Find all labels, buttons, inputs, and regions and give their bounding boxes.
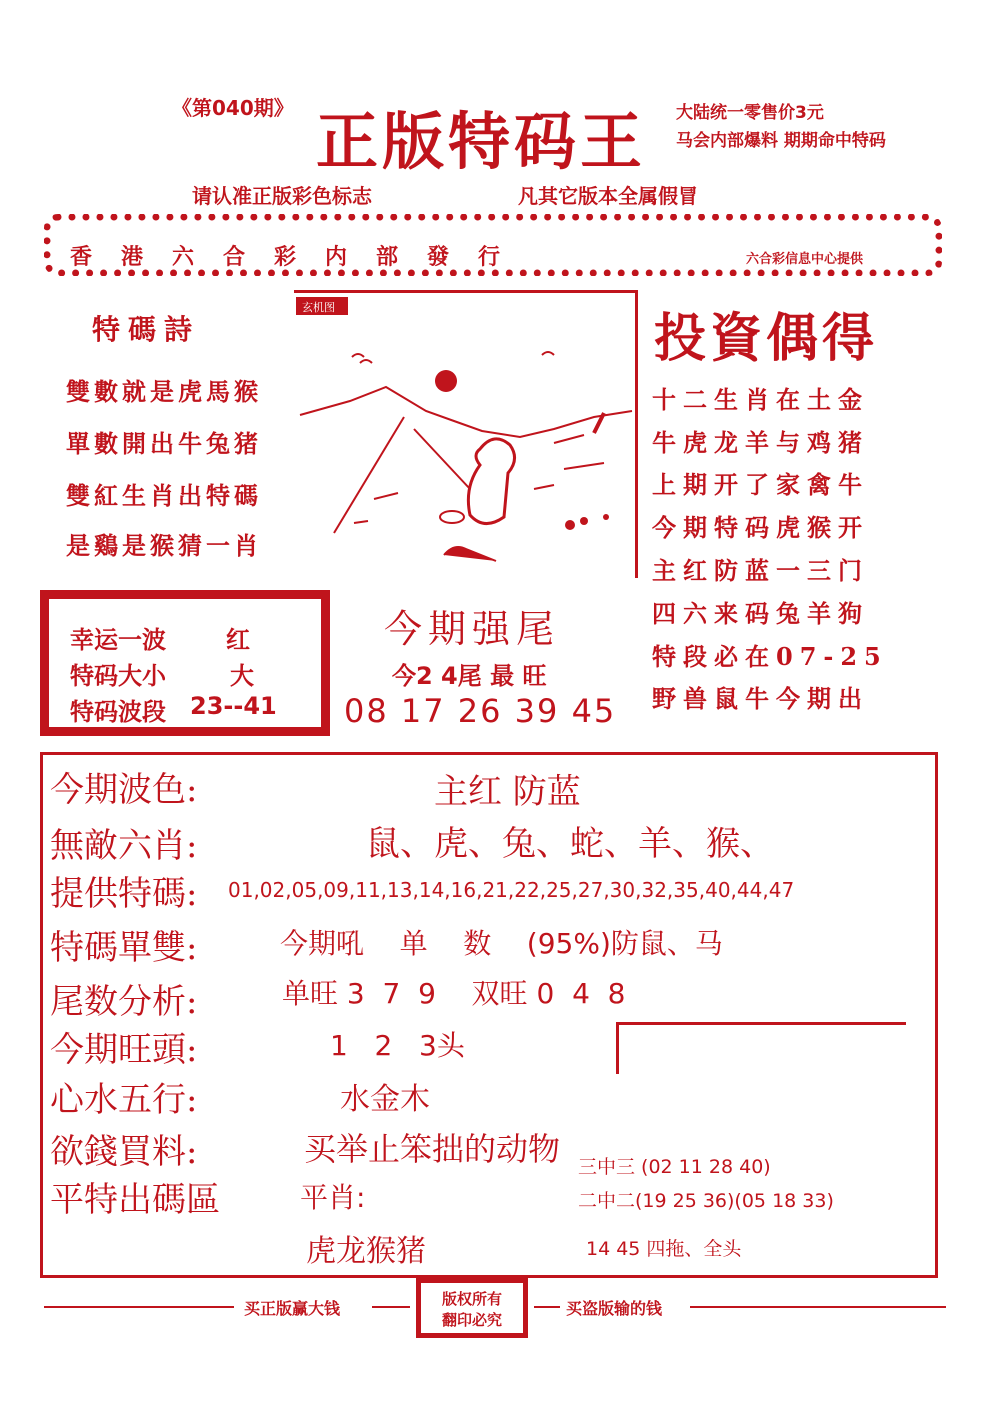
invest-line: 牛虎龙羊与鸡猪 bbox=[652, 428, 869, 457]
stamp-text: 玄机图 bbox=[302, 301, 335, 314]
strong-tail-title: 今期强尾 bbox=[384, 607, 561, 651]
fishing-rod bbox=[414, 429, 470, 489]
footer-line-right bbox=[690, 1306, 946, 1308]
invest-line: 今期特码虎猴开 bbox=[652, 513, 869, 542]
bucket-icon bbox=[440, 511, 464, 523]
issue-number: 《第040期》 bbox=[172, 96, 294, 120]
issuer-banner-source: 六合彩信息中心提供 bbox=[746, 252, 864, 267]
three-of-three: 三中三 (02 11 28 40) bbox=[578, 1156, 771, 1178]
invest-title: 投資偶得 bbox=[654, 308, 879, 369]
flat-zone-label: 平特出碼區 bbox=[50, 1180, 220, 1220]
strong-tail-numbers: 08 17 26 39 45 bbox=[344, 692, 617, 730]
lucky-size-label: 特码大小 bbox=[70, 662, 166, 690]
two-of-two: 二中二(19 25 36)(05 18 33) bbox=[578, 1190, 834, 1212]
copyright-box bbox=[416, 1278, 528, 1338]
lucky-wave-label: 幸运一波 bbox=[70, 626, 166, 654]
invest-line: 特段必在07-25 bbox=[652, 642, 888, 671]
counterfeit-note: 凡其它版本全属假冒 bbox=[518, 184, 698, 208]
flat-zodiac-label: 平肖: bbox=[300, 1181, 366, 1214]
lucky-range-label: 特码波段 bbox=[70, 698, 166, 726]
poem-line: 雙數就是虎馬猴 bbox=[66, 377, 262, 406]
strong-tail-subtitle: 今2 4尾 最 旺 bbox=[392, 662, 547, 690]
footer-line-mid-right bbox=[534, 1306, 560, 1308]
dog-fisher-figure bbox=[468, 439, 514, 524]
invest-line: 十二生肖在土金 bbox=[652, 385, 869, 414]
six-zodiac-label: 無敵六肖: bbox=[50, 826, 198, 866]
tail-analysis-value: 单旺 3 7 9 双旺 0 4 8 bbox=[282, 977, 626, 1010]
poem-line: 是鷄是猴猜一肖 bbox=[66, 531, 262, 560]
poem-line: 雙紅生肖出特碼 bbox=[66, 481, 262, 510]
money-value: 买举止笨拙的动物 bbox=[304, 1130, 561, 1168]
tail-analysis-label: 尾数分析: bbox=[50, 982, 198, 1022]
head-value: 1 2 3头 bbox=[330, 1029, 465, 1062]
invest-line: 上期开了家禽牛 bbox=[652, 470, 869, 499]
axe-icon bbox=[444, 547, 496, 561]
six-zodiac-value: 鼠、虎、兔、蛇、羊、猴、 bbox=[366, 824, 774, 864]
footer-line-left bbox=[44, 1306, 234, 1308]
special-code-label: 提供特碼: bbox=[50, 874, 198, 914]
sun-icon bbox=[435, 370, 457, 392]
promo-line: 马会内部爆料 期期命中特码 bbox=[676, 131, 886, 151]
stone-icon bbox=[565, 520, 575, 530]
wave-value: 主红 防蓝 bbox=[434, 772, 581, 812]
authentic-note: 请认准正版彩色标志 bbox=[192, 184, 372, 208]
reprint-line: 翻印必究 bbox=[441, 1311, 502, 1329]
stone-icon bbox=[580, 517, 588, 525]
money-label: 欲錢買料: bbox=[50, 1132, 198, 1172]
wuxing-label: 心水五行: bbox=[50, 1080, 198, 1120]
flat-zodiac-value: 虎龙猴猪 bbox=[306, 1234, 426, 1269]
wuxing-value: 水金木 bbox=[340, 1082, 430, 1117]
page-title: 正版特码王 bbox=[316, 105, 647, 178]
fishing-scene-drawing bbox=[294, 293, 634, 577]
odd-even-label: 特碼單雙: bbox=[50, 928, 198, 968]
lucky-wave-value: 红 bbox=[226, 626, 250, 654]
riverbank-line bbox=[334, 417, 404, 533]
birds-icon bbox=[352, 352, 554, 363]
lucky-size-value: 大 bbox=[230, 662, 254, 690]
stone-icon bbox=[603, 514, 609, 520]
odd-even-value: 今期吼 单 数 (95%)防鼠、马 bbox=[280, 927, 723, 960]
invest-line: 四六来码兔羊狗 bbox=[652, 599, 869, 628]
poem-title: 特碼詩 bbox=[92, 313, 201, 346]
wave-label: 今期波色: bbox=[50, 770, 198, 810]
footer-right-slogan: 买盗版输的钱 bbox=[566, 1299, 663, 1318]
special-code-value: 01,02,05,09,11,13,14,16,21,22,25,27,30,32,35,40,44,47 bbox=[228, 878, 795, 902]
poem-line: 單數開出牛兔猪 bbox=[66, 429, 262, 458]
lucky-range-value: 23--41 bbox=[190, 692, 277, 720]
footer-line-mid-left bbox=[372, 1306, 410, 1308]
head-label: 今期旺頭: bbox=[50, 1030, 198, 1070]
fishing-illustration bbox=[294, 290, 638, 578]
inner-bracket bbox=[616, 1022, 906, 1074]
copyright-line: 版权所有 bbox=[441, 1290, 502, 1308]
four-drag: 14 45 四拖、全头 bbox=[586, 1238, 742, 1260]
invest-line: 主红防蓝一三门 bbox=[652, 556, 869, 585]
footer-left-slogan: 买正版赢大钱 bbox=[244, 1299, 341, 1318]
invest-line: 野兽鼠牛今期出 bbox=[652, 684, 869, 713]
issuer-banner-text: 香港六合彩内部發行 bbox=[70, 244, 530, 270]
mountain-line bbox=[300, 387, 632, 437]
price-line: 大陆统一零售价3元 bbox=[676, 103, 824, 123]
